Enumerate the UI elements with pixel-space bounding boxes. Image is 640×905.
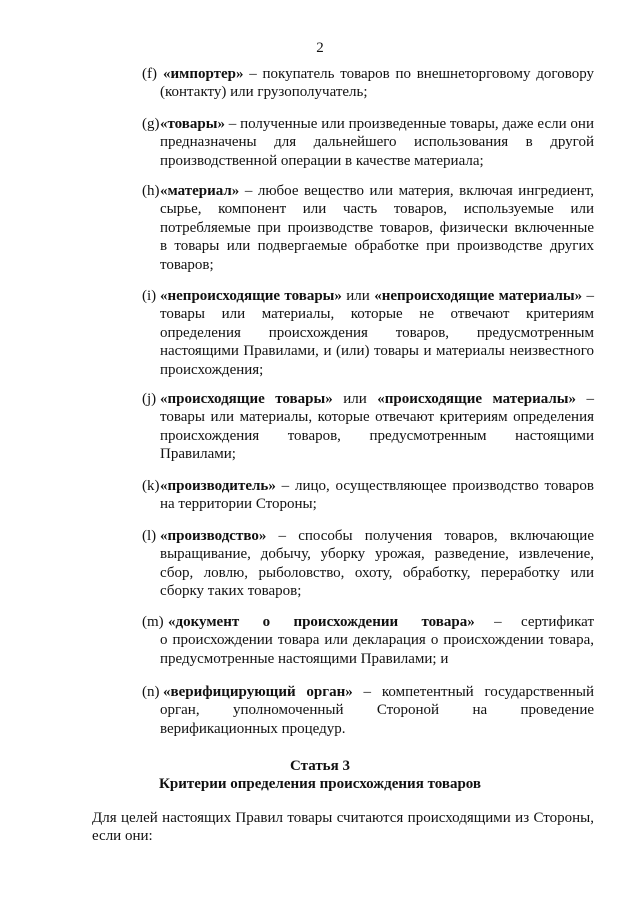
definition-letter: (j) [142, 391, 157, 407]
intro-paragraph: Для целей настоящих Правил товары считаются происходящими из Стороны, если они: [92, 810, 594, 844]
definition-letter: (k) [142, 478, 160, 494]
definition-term: «производство» [160, 528, 267, 544]
definition-body: «верифицирующий орган» – компетентный государственный орган, уполномоченный Стороной на проведение верификационных процедур. [160, 684, 594, 737]
definition-letter: (h) [142, 183, 160, 199]
definition-term: «непроисходящие товары» [160, 288, 342, 304]
definition-letter: (m) [142, 614, 164, 630]
definition-letter: (f) [142, 66, 157, 82]
article-title: Статья 3 [290, 758, 350, 774]
page-number: 2 [316, 40, 324, 56]
definition-body: «материал» – любое вещество или материя, включая ингредиент, сырье, компонент или часть товаров, используемые или потребляемые при производстве товаров, физически включенные в товары или подвергаемые обработке при производстве других товаров; [160, 183, 594, 273]
definition-term: «импортер» [163, 66, 244, 82]
definition-body: «документ о происхождении товара» – сертификат о происхождении товара или декларация о происхождении товара, предусмотренные настоящими Правилами; и [160, 614, 595, 667]
definition-body: «непроисходящие товары» или «непроисходящие материалы» – товары или материалы, которые не отвечают критериям определения происхождения товаров, предусмотренным настоящими Правилами, и (или) товары и материалы неизвестного происхождения; [160, 288, 594, 378]
definition-term-2: «непроисходящие материалы» [374, 288, 583, 304]
definition-term: «документ о происхождении товара» [168, 614, 475, 630]
definition-body: «импортер» – покупатель товаров по внешнеторговому договору (контакту) или грузополучатель; [160, 66, 594, 101]
definition-term: «верифицирующий орган» [163, 684, 353, 700]
definition-letter: (n) [142, 684, 160, 700]
definition-term: «происходящие товары» [160, 391, 333, 407]
definition-term: «товары» [160, 116, 225, 132]
definition-term: «производитель» [160, 478, 276, 494]
definition-body: «производитель» – лицо, осуществляющее производство товаров на территории Стороны; [160, 478, 594, 513]
definition-letter: (l) [142, 528, 157, 544]
definition-body: «происходящие товары» или «происходящие материалы» – товары или материалы, которые отвечают критериям определения происхождения товаров, предусмотренным настоящими Правилами; [160, 391, 594, 463]
definition-letter: (g) [142, 116, 160, 132]
definition-term-2: «происходящие материалы» [377, 391, 576, 407]
definition-term: «материал» [160, 183, 240, 199]
definition-body: «товары» – полученные или произведенные товары, даже если они предназначены для дальнейшего использования в другой производственной операции в качестве материала; [160, 116, 594, 169]
definition-letter: (i) [142, 288, 157, 304]
article-subtitle: Критерии определения происхождения товаров [158, 776, 482, 792]
definition-body: «производство» – способы получения товаров, включающие выращивание, добычу, уборку урожая, разведение, извлечение, сбор, ловлю, рыболовство, охоту, обработку, переработку или сборку таких товаров; [160, 528, 594, 600]
